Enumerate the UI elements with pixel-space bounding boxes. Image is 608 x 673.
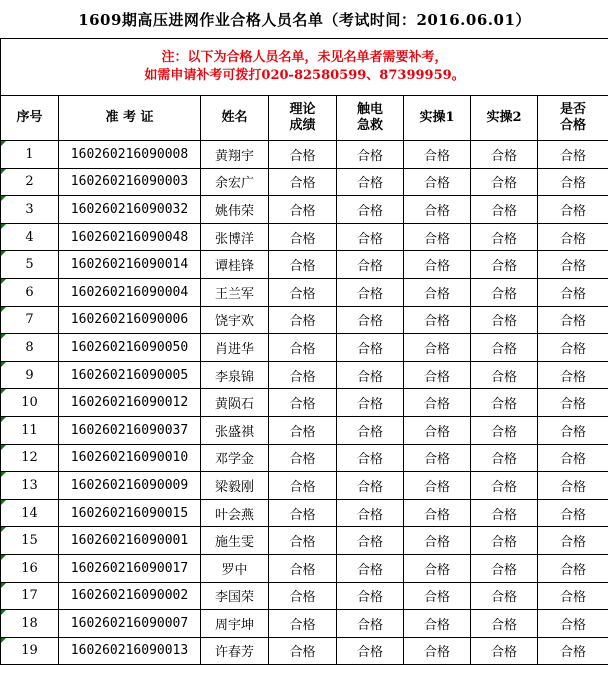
cell-theory[interactable]: 合格 xyxy=(269,278,337,306)
cell-rescue[interactable]: 合格 xyxy=(337,472,404,500)
cell-name[interactable]: 饶宇欢 xyxy=(201,306,269,334)
header-pass-line1: 是否 xyxy=(560,102,587,117)
number-stored-as-text-indicator-icon xyxy=(1,307,6,312)
cell-rescue[interactable]: 合格 xyxy=(337,389,404,417)
cell-rescue[interactable]: 合格 xyxy=(337,637,404,665)
cell-pass[interactable]: 合格 xyxy=(538,223,608,251)
header-theory-line1: 理论 xyxy=(289,102,316,117)
cell-practice2[interactable]: 合格 xyxy=(471,306,538,334)
cell-rescue[interactable]: 合格 xyxy=(337,499,404,527)
cell-pass[interactable]: 合格 xyxy=(538,306,608,334)
cell-index[interactable] xyxy=(1,389,59,417)
header-pass-line2: 合格 xyxy=(560,118,587,133)
cell-practice2[interactable]: 合格 xyxy=(471,527,538,555)
cell-practice2[interactable]: 合格 xyxy=(471,499,538,527)
cell-pass[interactable]: 合格 xyxy=(538,278,608,306)
table-row xyxy=(1,334,608,362)
cell-rescue[interactable]: 合格 xyxy=(337,554,404,582)
cell-practice1[interactable]: 合格 xyxy=(404,306,471,334)
cell-practice1[interactable]: 合格 xyxy=(404,278,471,306)
header-pass[interactable] xyxy=(538,96,608,141)
cell-index-value: 12 xyxy=(21,450,38,466)
cell-practice2[interactable]: 合格 xyxy=(471,554,538,582)
cell-index[interactable] xyxy=(1,637,59,665)
number-stored-as-text-indicator-icon xyxy=(1,472,6,477)
cell-cert[interactable]: 160260216090004 xyxy=(59,278,201,306)
cell-pass[interactable]: 合格 xyxy=(538,251,608,279)
cell-cert[interactable]: 160260216090005 xyxy=(59,361,201,389)
cell-index[interactable] xyxy=(1,306,59,334)
number-stored-as-text-indicator-icon xyxy=(1,141,6,146)
cell-index-value: 4 xyxy=(25,229,34,245)
cell-cert[interactable]: 160260216090014 xyxy=(59,251,201,279)
cell-pass[interactable]: 合格 xyxy=(538,582,608,610)
table-row xyxy=(1,168,608,196)
cell-practice2[interactable]: 合格 xyxy=(471,610,538,638)
number-stored-as-text-indicator-icon xyxy=(1,527,6,532)
number-stored-as-text-indicator-icon xyxy=(1,251,6,256)
cell-index[interactable] xyxy=(1,223,59,251)
table-row xyxy=(1,637,608,665)
cell-theory[interactable]: 合格 xyxy=(269,582,337,610)
cell-theory[interactable]: 合格 xyxy=(269,610,337,638)
cell-index-value: 5 xyxy=(25,257,34,273)
cell-name[interactable]: 张博洋 xyxy=(201,223,269,251)
number-stored-as-text-indicator-icon xyxy=(1,610,6,615)
cell-theory[interactable]: 合格 xyxy=(269,444,337,472)
header-cert[interactable]: 准 考 证 xyxy=(59,96,201,141)
table-row xyxy=(1,278,608,306)
cell-name[interactable]: 李泉锦 xyxy=(201,361,269,389)
cell-theory[interactable]: 合格 xyxy=(269,196,337,224)
cell-index-value: 17 xyxy=(21,588,38,604)
cell-theory[interactable]: 合格 xyxy=(269,389,337,417)
cell-cert[interactable]: 160260216090017 xyxy=(59,554,201,582)
number-stored-as-text-indicator-icon xyxy=(1,445,6,450)
cell-index-value: 11 xyxy=(21,422,38,438)
table-row xyxy=(1,141,608,169)
cell-cert[interactable]: 160260216090037 xyxy=(59,416,201,444)
table-row xyxy=(1,223,608,251)
cell-index[interactable] xyxy=(1,582,59,610)
notice-line-2: 如需申请补考可拨打020-82580599、87399959。 xyxy=(144,68,465,83)
cell-theory[interactable]: 合格 xyxy=(269,416,337,444)
cell-index[interactable] xyxy=(1,361,59,389)
number-stored-as-text-indicator-icon xyxy=(1,224,6,229)
header-index[interactable]: 序号 xyxy=(1,96,59,141)
cell-index[interactable] xyxy=(1,527,59,555)
cell-cert[interactable]: 160260216090003 xyxy=(59,168,201,196)
cell-rescue[interactable]: 合格 xyxy=(337,361,404,389)
table-row xyxy=(1,527,608,555)
cell-pass[interactable]: 合格 xyxy=(538,444,608,472)
number-stored-as-text-indicator-icon xyxy=(1,500,6,505)
cell-cert[interactable]: 160260216090048 xyxy=(59,223,201,251)
cell-practice1[interactable]: 合格 xyxy=(404,554,471,582)
cell-theory[interactable]: 合格 xyxy=(269,306,337,334)
cell-practice1[interactable]: 合格 xyxy=(404,196,471,224)
header-theory[interactable] xyxy=(269,96,337,141)
cell-index-value: 3 xyxy=(25,201,34,217)
cell-theory[interactable]: 合格 xyxy=(269,554,337,582)
cell-theory[interactable]: 合格 xyxy=(269,527,337,555)
cell-practice1[interactable]: 合格 xyxy=(404,610,471,638)
cell-index-value: 9 xyxy=(25,367,34,383)
table-row xyxy=(1,196,608,224)
number-stored-as-text-indicator-icon xyxy=(1,362,6,367)
cell-index-value: 18 xyxy=(21,615,38,631)
cell-practice1[interactable]: 合格 xyxy=(404,141,471,169)
cell-index-value: 1 xyxy=(25,146,34,162)
cell-practice1[interactable]: 合格 xyxy=(404,168,471,196)
table-row xyxy=(1,306,608,334)
cell-cert[interactable]: 160260216090050 xyxy=(59,334,201,362)
cell-name[interactable]: 余宏广 xyxy=(201,168,269,196)
cell-practice2[interactable]: 合格 xyxy=(471,637,538,665)
cell-theory[interactable]: 合格 xyxy=(269,334,337,362)
cell-theory[interactable]: 合格 xyxy=(269,472,337,500)
cell-rescue[interactable]: 合格 xyxy=(337,416,404,444)
cell-practice2[interactable]: 合格 xyxy=(471,196,538,224)
cell-practice2[interactable]: 合格 xyxy=(471,334,538,362)
cell-name[interactable]: 罗中 xyxy=(201,554,269,582)
cell-rescue[interactable]: 合格 xyxy=(337,251,404,279)
cell-pass[interactable]: 合格 xyxy=(538,361,608,389)
cell-practice2[interactable]: 合格 xyxy=(471,278,538,306)
cell-rescue[interactable]: 合格 xyxy=(337,444,404,472)
cell-practice2[interactable]: 合格 xyxy=(471,168,538,196)
number-stored-as-text-indicator-icon xyxy=(1,555,6,560)
cell-index-value: 10 xyxy=(21,395,38,411)
cell-theory[interactable]: 合格 xyxy=(269,141,337,169)
table-row xyxy=(1,444,608,472)
number-stored-as-text-indicator-icon xyxy=(1,196,6,201)
cell-rescue[interactable]: 合格 xyxy=(337,278,404,306)
cell-cert[interactable]: 160260216090006 xyxy=(59,306,201,334)
table-row xyxy=(1,389,608,417)
cell-name[interactable]: 黄陨石 xyxy=(201,389,269,417)
cell-index-value: 15 xyxy=(21,533,38,549)
cell-cert[interactable]: 160260216090032 xyxy=(59,196,201,224)
cell-cert[interactable]: 160260216090015 xyxy=(59,499,201,527)
cell-practice1[interactable]: 合格 xyxy=(404,251,471,279)
cell-practice2[interactable]: 合格 xyxy=(471,141,538,169)
cell-pass[interactable]: 合格 xyxy=(538,416,608,444)
cell-practice1[interactable]: 合格 xyxy=(404,527,471,555)
number-stored-as-text-indicator-icon xyxy=(1,389,6,394)
cell-index[interactable] xyxy=(1,416,59,444)
cell-index[interactable] xyxy=(1,168,59,196)
header-theory-line2: 成绩 xyxy=(289,118,316,133)
cell-practice2[interactable]: 合格 xyxy=(471,582,538,610)
number-stored-as-text-indicator-icon xyxy=(1,279,6,284)
table-row xyxy=(1,251,608,279)
header-rescue-line1: 触电 xyxy=(356,102,383,117)
cell-pass[interactable]: 合格 xyxy=(538,389,608,417)
cell-cert[interactable]: 160260216090013 xyxy=(59,637,201,665)
cell-pass[interactable]: 合格 xyxy=(538,472,608,500)
table-row xyxy=(1,582,608,610)
cell-name[interactable]: 施生雯 xyxy=(201,527,269,555)
cell-practice1[interactable]: 合格 xyxy=(404,444,471,472)
notice-line-1: 注：以下为合格人员名单，未见名单者需要补考， xyxy=(161,50,448,65)
table-row xyxy=(1,472,608,500)
header-rescue-line2: 急救 xyxy=(356,118,383,133)
number-stored-as-text-indicator-icon xyxy=(1,638,6,643)
cell-theory[interactable]: 合格 xyxy=(269,637,337,665)
header-practice2[interactable]: 实操2 xyxy=(471,96,538,141)
cell-cert[interactable]: 160260216090012 xyxy=(59,389,201,417)
cell-pass[interactable]: 合格 xyxy=(538,168,608,196)
cell-index[interactable] xyxy=(1,444,59,472)
cell-practice1[interactable]: 合格 xyxy=(404,223,471,251)
cell-rescue[interactable]: 合格 xyxy=(337,223,404,251)
number-stored-as-text-indicator-icon xyxy=(1,334,6,339)
cell-rescue[interactable]: 合格 xyxy=(337,527,404,555)
cell-index-value: 16 xyxy=(21,560,38,576)
cell-name[interactable]: 李国荣 xyxy=(201,582,269,610)
cell-pass[interactable]: 合格 xyxy=(538,196,608,224)
cell-index-value: 6 xyxy=(25,284,34,300)
table-row xyxy=(1,610,608,638)
cell-theory[interactable]: 合格 xyxy=(269,168,337,196)
cell-index[interactable] xyxy=(1,141,59,169)
cell-cert[interactable]: 160260216090002 xyxy=(59,582,201,610)
cell-index[interactable] xyxy=(1,334,59,362)
cell-name[interactable]: 许春芳 xyxy=(201,637,269,665)
cell-practice2[interactable]: 合格 xyxy=(471,389,538,417)
cell-cert[interactable]: 160260216090001 xyxy=(59,527,201,555)
cell-pass[interactable]: 合格 xyxy=(538,554,608,582)
cell-practice1[interactable]: 合格 xyxy=(404,582,471,610)
cell-rescue[interactable]: 合格 xyxy=(337,610,404,638)
cell-practice1[interactable]: 合格 xyxy=(404,389,471,417)
header-name[interactable]: 姓名 xyxy=(201,96,269,141)
cell-name[interactable]: 黄翔宇 xyxy=(201,141,269,169)
cell-cert[interactable]: 160260216090009 xyxy=(59,472,201,500)
cell-practice2[interactable]: 合格 xyxy=(471,472,538,500)
cell-index[interactable] xyxy=(1,499,59,527)
cell-cert[interactable]: 160260216090008 xyxy=(59,141,201,169)
number-stored-as-text-indicator-icon xyxy=(1,417,6,422)
cell-practice2[interactable]: 合格 xyxy=(471,444,538,472)
cell-index-value: 8 xyxy=(25,339,34,355)
cell-rescue[interactable]: 合格 xyxy=(337,141,404,169)
cell-name[interactable]: 叶会燕 xyxy=(201,499,269,527)
cell-practice1[interactable]: 合格 xyxy=(404,472,471,500)
cell-index-value: 13 xyxy=(21,477,38,493)
cell-practice2[interactable]: 合格 xyxy=(471,223,538,251)
cell-index-value: 19 xyxy=(21,643,38,659)
table-row xyxy=(1,554,608,582)
table-row xyxy=(1,361,608,389)
cell-name[interactable]: 姚伟荣 xyxy=(201,196,269,224)
cell-index[interactable] xyxy=(1,472,59,500)
cell-rescue[interactable]: 合格 xyxy=(337,582,404,610)
number-stored-as-text-indicator-icon xyxy=(1,169,6,174)
cell-practice1[interactable]: 合格 xyxy=(404,416,471,444)
cell-rescue[interactable]: 合格 xyxy=(337,334,404,362)
header-practice1[interactable]: 实操1 xyxy=(404,96,471,141)
cell-index-value: 7 xyxy=(25,312,34,328)
cell-index[interactable] xyxy=(1,251,59,279)
cell-pass[interactable]: 合格 xyxy=(538,527,608,555)
cell-name[interactable]: 张盛祺 xyxy=(201,416,269,444)
cell-index[interactable] xyxy=(1,554,59,582)
cell-cert[interactable]: 160260216090010 xyxy=(59,444,201,472)
cell-pass[interactable]: 合格 xyxy=(538,610,608,638)
cell-theory[interactable]: 合格 xyxy=(269,223,337,251)
number-stored-as-text-indicator-icon xyxy=(1,583,6,588)
cell-theory[interactable]: 合格 xyxy=(269,499,337,527)
cell-name[interactable]: 谭桂锋 xyxy=(201,251,269,279)
cell-theory[interactable]: 合格 xyxy=(269,361,337,389)
sheet-title: 1609期高压进网作业合格人员名单（考试时间：2016.06.01） xyxy=(1,0,608,39)
table-body xyxy=(1,141,608,665)
header-rescue[interactable] xyxy=(337,96,404,141)
cell-practice1[interactable]: 合格 xyxy=(404,361,471,389)
cell-index[interactable] xyxy=(1,196,59,224)
cell-cert[interactable]: 160260216090007 xyxy=(59,610,201,638)
cell-rescue[interactable]: 合格 xyxy=(337,196,404,224)
cell-name[interactable]: 邓学金 xyxy=(201,444,269,472)
cell-practice2[interactable]: 合格 xyxy=(471,251,538,279)
cell-index[interactable] xyxy=(1,278,59,306)
cell-pass[interactable]: 合格 xyxy=(538,141,608,169)
table-row xyxy=(1,499,608,527)
cell-index-value: 2 xyxy=(25,174,34,190)
cell-theory[interactable]: 合格 xyxy=(269,251,337,279)
cell-practice2[interactable]: 合格 xyxy=(471,416,538,444)
cell-name[interactable]: 肖进华 xyxy=(201,334,269,362)
cell-name[interactable]: 梁毅刚 xyxy=(201,472,269,500)
table-row xyxy=(1,416,608,444)
cell-practice2[interactable]: 合格 xyxy=(471,361,538,389)
cell-name[interactable]: 王兰军 xyxy=(201,278,269,306)
cell-practice1[interactable]: 合格 xyxy=(404,637,471,665)
cell-rescue[interactable]: 合格 xyxy=(337,306,404,334)
cell-practice1[interactable]: 合格 xyxy=(404,334,471,362)
cell-pass[interactable]: 合格 xyxy=(538,637,608,665)
cell-index-value: 14 xyxy=(21,505,38,521)
notice xyxy=(1,39,608,96)
cell-name[interactable]: 周宇坤 xyxy=(201,610,269,638)
cell-pass[interactable]: 合格 xyxy=(538,499,608,527)
cell-pass[interactable]: 合格 xyxy=(538,334,608,362)
cell-index[interactable] xyxy=(1,610,59,638)
cell-practice1[interactable]: 合格 xyxy=(404,499,471,527)
cell-rescue[interactable]: 合格 xyxy=(337,168,404,196)
header-row xyxy=(1,96,608,141)
